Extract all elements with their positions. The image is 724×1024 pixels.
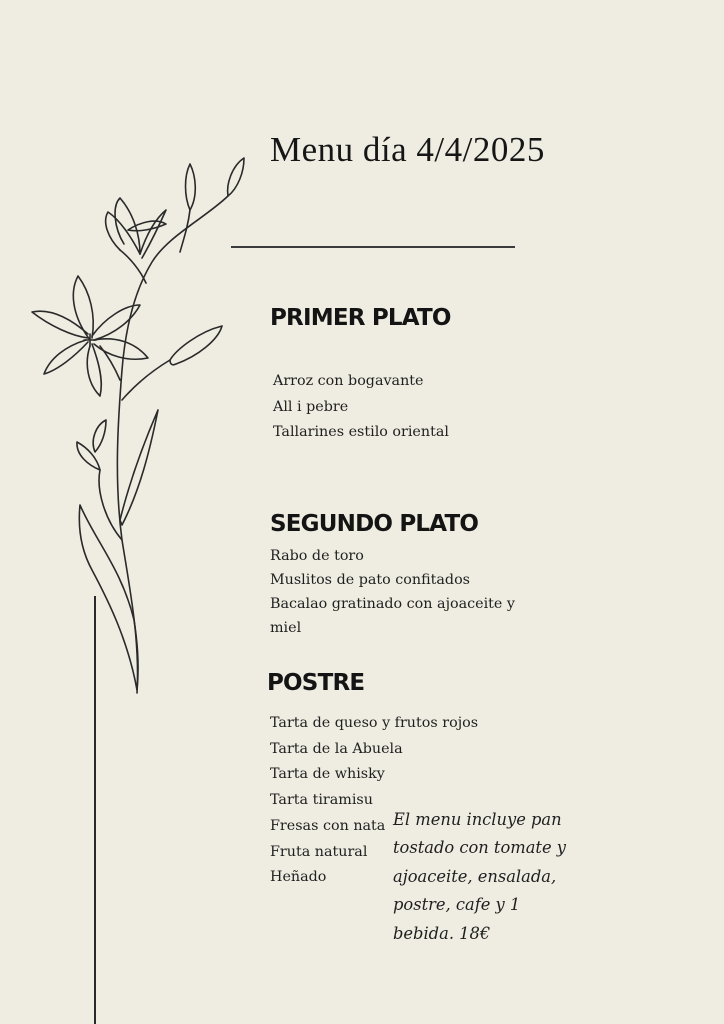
list-item: All i pebre <box>273 398 349 415</box>
list-item: Tarta de whisky <box>270 766 385 783</box>
list-item: miel <box>270 620 302 636</box>
list-item: Arroz con bogavante <box>273 373 424 389</box>
section-title-postre: POSTRE <box>267 670 365 696</box>
tall-bud <box>186 164 196 210</box>
list-item: Fruta natural <box>270 843 368 860</box>
list-item: Rabo de toro <box>270 548 364 564</box>
note-line: tostado con tomate y <box>393 838 566 858</box>
menu-note <box>393 806 583 948</box>
list-item: Tallarines estilo oriental <box>273 424 449 440</box>
section-title-segundo: SEGUNDO PLATO <box>270 511 479 537</box>
list-item: Tarta tiramisu <box>270 792 373 809</box>
page-title: Menu día 4/4/2025 <box>270 130 545 169</box>
flower-stem <box>100 346 120 380</box>
leaf-small-1 <box>77 442 100 470</box>
list-item: Heñado <box>270 869 327 886</box>
flower-illustration-icon <box>0 0 260 720</box>
title-divider <box>231 246 515 248</box>
bell-flower <box>106 198 166 283</box>
list-item: Fresas con nata <box>270 817 386 834</box>
bud-right-stem <box>122 360 170 400</box>
vertical-divider <box>94 596 96 1024</box>
leaf-bottom-left <box>79 505 138 690</box>
leaf-right <box>120 410 158 525</box>
list-item: Bacalao gratinado con ajoaceite y <box>270 596 515 612</box>
note-line: ajoaceite, ensalada, <box>393 866 557 886</box>
leaf-small-2 <box>93 420 106 452</box>
note-line: postre, cafe y 1 <box>393 895 521 915</box>
note-line: El menu incluye pan <box>393 810 562 829</box>
note-line: bebida. 18€ <box>393 923 491 943</box>
open-flower <box>32 276 148 396</box>
primer-plato-list <box>273 369 449 446</box>
section-title-primer: PRIMER PLATO <box>270 305 451 331</box>
bud-right <box>170 326 222 365</box>
segundo-plato-list <box>270 544 515 640</box>
list-item: Muslitos de pato confitados <box>270 572 471 588</box>
top-bud <box>228 158 244 196</box>
list-item: Tarta de queso y frutos rojos <box>270 715 479 731</box>
list-item: Tarta de la Abuela <box>270 740 403 757</box>
